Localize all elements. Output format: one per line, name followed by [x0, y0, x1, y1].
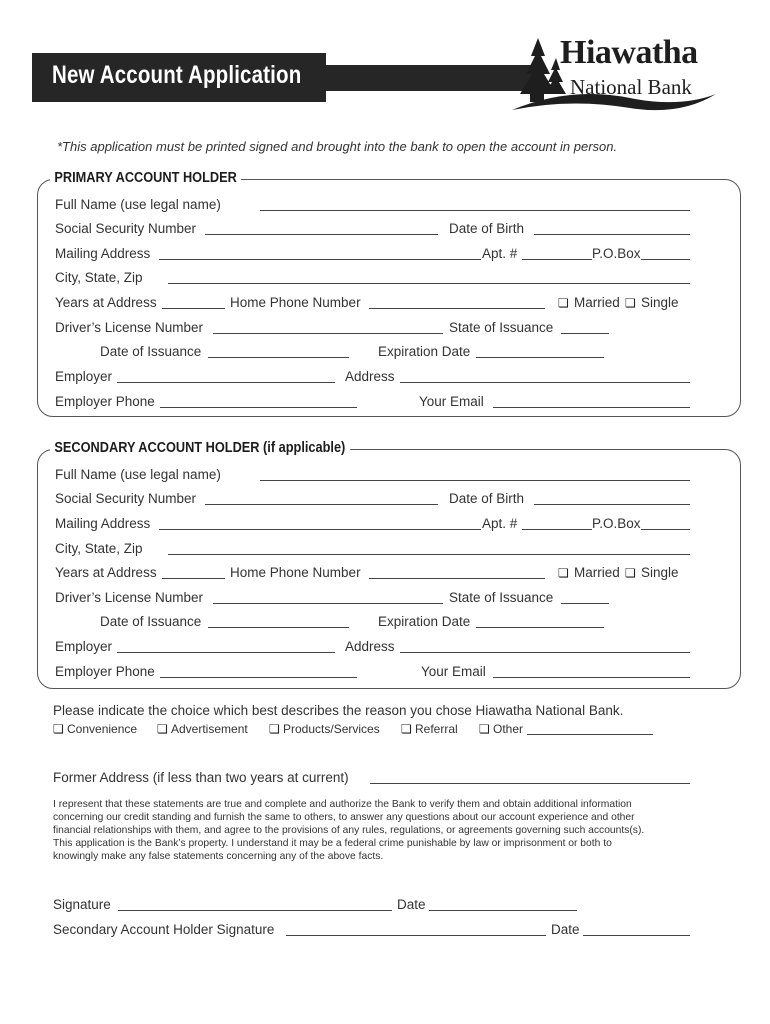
- secondary-pobox-field[interactable]: [641, 516, 690, 530]
- bank-logo-name: Hiawatha: [560, 34, 698, 71]
- dob-label: Date of Birth: [449, 491, 525, 506]
- ssn-label: Social Security Number: [55, 221, 197, 236]
- city-label: City, State, Zip: [55, 270, 143, 285]
- secondary-mailing-field[interactable]: [159, 516, 481, 530]
- secondary-dob-field[interactable]: [534, 491, 690, 505]
- primary-employer-field[interactable]: [117, 369, 335, 383]
- employer-phone-label: Employer Phone: [55, 394, 155, 409]
- full-name-label: Full Name (use legal name): [55, 197, 221, 212]
- reason-option-other: Other: [493, 722, 524, 736]
- primary-section-heading: PRIMARY ACCOUNT HOLDER: [50, 170, 241, 186]
- disclaimer-line: This application is the Bank’s property. I understand it may be a federal crime punishable by law or imprisonment or both to: [53, 838, 612, 849]
- apt-label: Apt. #: [482, 246, 518, 261]
- bank-logo-subname: National Bank: [570, 75, 692, 99]
- advertisement-checkbox[interactable]: ❏: [157, 722, 168, 736]
- home-phone-label: Home Phone Number: [230, 565, 361, 580]
- employer-label: Employer: [55, 639, 113, 654]
- primary-mailing-field[interactable]: [159, 246, 481, 260]
- primary-ssn-field[interactable]: [205, 221, 438, 235]
- pobox-label: P.O.Box: [592, 246, 641, 261]
- years-label: Years at Address: [55, 565, 157, 580]
- secondary-city-field[interactable]: [168, 541, 690, 555]
- signature-label: Signature: [53, 897, 111, 912]
- apt-label: Apt. #: [482, 516, 518, 531]
- secondary-email-field[interactable]: [493, 664, 690, 678]
- secondary-full-name-field[interactable]: [260, 467, 690, 481]
- primary-state-issuance-field[interactable]: [561, 320, 609, 334]
- employer-phone-label: Employer Phone: [55, 664, 155, 679]
- date-issuance-label: Date of Issuance: [100, 614, 202, 629]
- primary-dl-field[interactable]: [213, 320, 443, 334]
- secondary-signature-row: [53, 922, 693, 940]
- single-label: Single: [641, 295, 679, 310]
- reason-option-products-services: Products/Services: [283, 722, 380, 736]
- referral-checkbox[interactable]: ❏: [401, 722, 412, 736]
- state-issuance-label: State of Issuance: [449, 590, 554, 605]
- reason-option-referral: Referral: [415, 722, 458, 736]
- signature-row: [53, 897, 693, 915]
- secondary-employer-phone-field[interactable]: [160, 664, 357, 678]
- expiration-label: Expiration Date: [378, 614, 471, 629]
- reason-option-convenience: Convenience: [67, 722, 138, 736]
- email-label: Your Email: [419, 394, 484, 409]
- former-address-row: [53, 770, 693, 788]
- secondary-address-field[interactable]: [400, 639, 690, 653]
- mailing-label: Mailing Address: [55, 246, 151, 261]
- secondary-signature-date-label: Date: [551, 922, 580, 937]
- single-checkbox[interactable]: ❏: [625, 296, 636, 310]
- married-checkbox[interactable]: ❏: [558, 296, 569, 310]
- secondary-ssn-field[interactable]: [205, 491, 438, 505]
- other-checkbox[interactable]: ❏: [479, 722, 490, 736]
- full-name-label: Full Name (use legal name): [55, 467, 221, 482]
- secondary-apt-field[interactable]: [522, 516, 592, 530]
- address-label: Address: [345, 369, 395, 384]
- disclaimer-line: I represent that these statements are true and complete and authorize the Bank to verify them and obtain additional information: [53, 799, 632, 810]
- primary-expiration-field[interactable]: [476, 344, 604, 358]
- primary-home-phone-field[interactable]: [369, 295, 545, 309]
- primary-years-field[interactable]: [162, 295, 225, 309]
- primary-full-name-field[interactable]: [260, 197, 690, 211]
- secondary-date-issuance-field[interactable]: [208, 614, 349, 628]
- secondary-section-heading: SECONDARY ACCOUNT HOLDER (if applicable): [50, 440, 350, 456]
- single-checkbox[interactable]: ❏: [625, 566, 636, 580]
- expiration-label: Expiration Date: [378, 344, 471, 359]
- signature-field[interactable]: [118, 897, 392, 911]
- dob-label: Date of Birth: [449, 221, 525, 236]
- primary-dob-field[interactable]: [534, 221, 690, 235]
- city-label: City, State, Zip: [55, 541, 143, 556]
- primary-address-field[interactable]: [400, 369, 690, 383]
- primary-date-issuance-field[interactable]: [208, 344, 349, 358]
- single-label: Single: [641, 565, 679, 580]
- secondary-expiration-field[interactable]: [476, 614, 604, 628]
- ssn-label: Social Security Number: [55, 491, 197, 506]
- married-label: Married: [574, 295, 620, 310]
- page-title: New Account Application: [52, 61, 302, 89]
- email-label: Your Email: [421, 664, 486, 679]
- state-issuance-label: State of Issuance: [449, 320, 554, 335]
- disclaimer-line: knowingly make any false statements concerning any of the above facts.: [53, 851, 384, 862]
- married-checkbox[interactable]: ❏: [558, 566, 569, 580]
- reason-option-advertisement: Advertisement: [171, 722, 248, 736]
- disclaimer-line: financial relationships with them, and agree to the provisions of any rules, regulations, or agreements governing such accounts(s).: [53, 825, 645, 836]
- secondary-dl-field[interactable]: [213, 590, 443, 604]
- mailing-label: Mailing Address: [55, 516, 151, 531]
- former-address-field[interactable]: [370, 770, 690, 784]
- title-banner-extension: [326, 65, 536, 91]
- signature-date-label: Date: [397, 897, 426, 912]
- signature-date-field[interactable]: [429, 897, 577, 911]
- secondary-signature-label: Secondary Account Holder Signature: [53, 922, 275, 937]
- print-notice: *This application must be printed signed and brought into the bank to open the account in person.: [57, 139, 618, 154]
- primary-email-field[interactable]: [493, 394, 690, 408]
- home-phone-label: Home Phone Number: [230, 295, 361, 310]
- primary-apt-field[interactable]: [522, 246, 592, 260]
- products-services-checkbox[interactable]: ❏: [269, 722, 280, 736]
- dl-label: Driver’s License Number: [55, 320, 204, 335]
- years-label: Years at Address: [55, 295, 157, 310]
- reason-question: Please indicate the choice which best describes the reason you chose Hiawatha National Bank.: [53, 703, 624, 718]
- disclaimer-text: [53, 798, 644, 863]
- address-label: Address: [345, 639, 395, 654]
- disclaimer-line: concerning our credit standing and furnish the same to others, to answer any questions about our account experience and other: [53, 812, 635, 823]
- dl-label: Driver’s License Number: [55, 590, 204, 605]
- secondary-signature-date-field[interactable]: [583, 922, 690, 936]
- date-issuance-label: Date of Issuance: [100, 344, 202, 359]
- secondary-home-phone-field[interactable]: [369, 565, 545, 579]
- other-reason-field[interactable]: [527, 722, 653, 735]
- primary-employer-phone-field[interactable]: [160, 394, 357, 408]
- convenience-checkbox[interactable]: ❏: [53, 722, 64, 736]
- secondary-years-field[interactable]: [162, 565, 225, 579]
- reason-options: [53, 722, 673, 738]
- former-address-label: Former Address (if less than two years at current): [53, 770, 349, 785]
- secondary-employer-field[interactable]: [117, 639, 335, 653]
- employer-label: Employer: [55, 369, 113, 384]
- primary-pobox-field[interactable]: [641, 246, 690, 260]
- pobox-label: P.O.Box: [592, 516, 641, 531]
- primary-city-field[interactable]: [168, 270, 690, 284]
- secondary-signature-field[interactable]: [286, 922, 546, 936]
- married-label: Married: [574, 565, 620, 580]
- secondary-state-issuance-field[interactable]: [561, 590, 609, 604]
